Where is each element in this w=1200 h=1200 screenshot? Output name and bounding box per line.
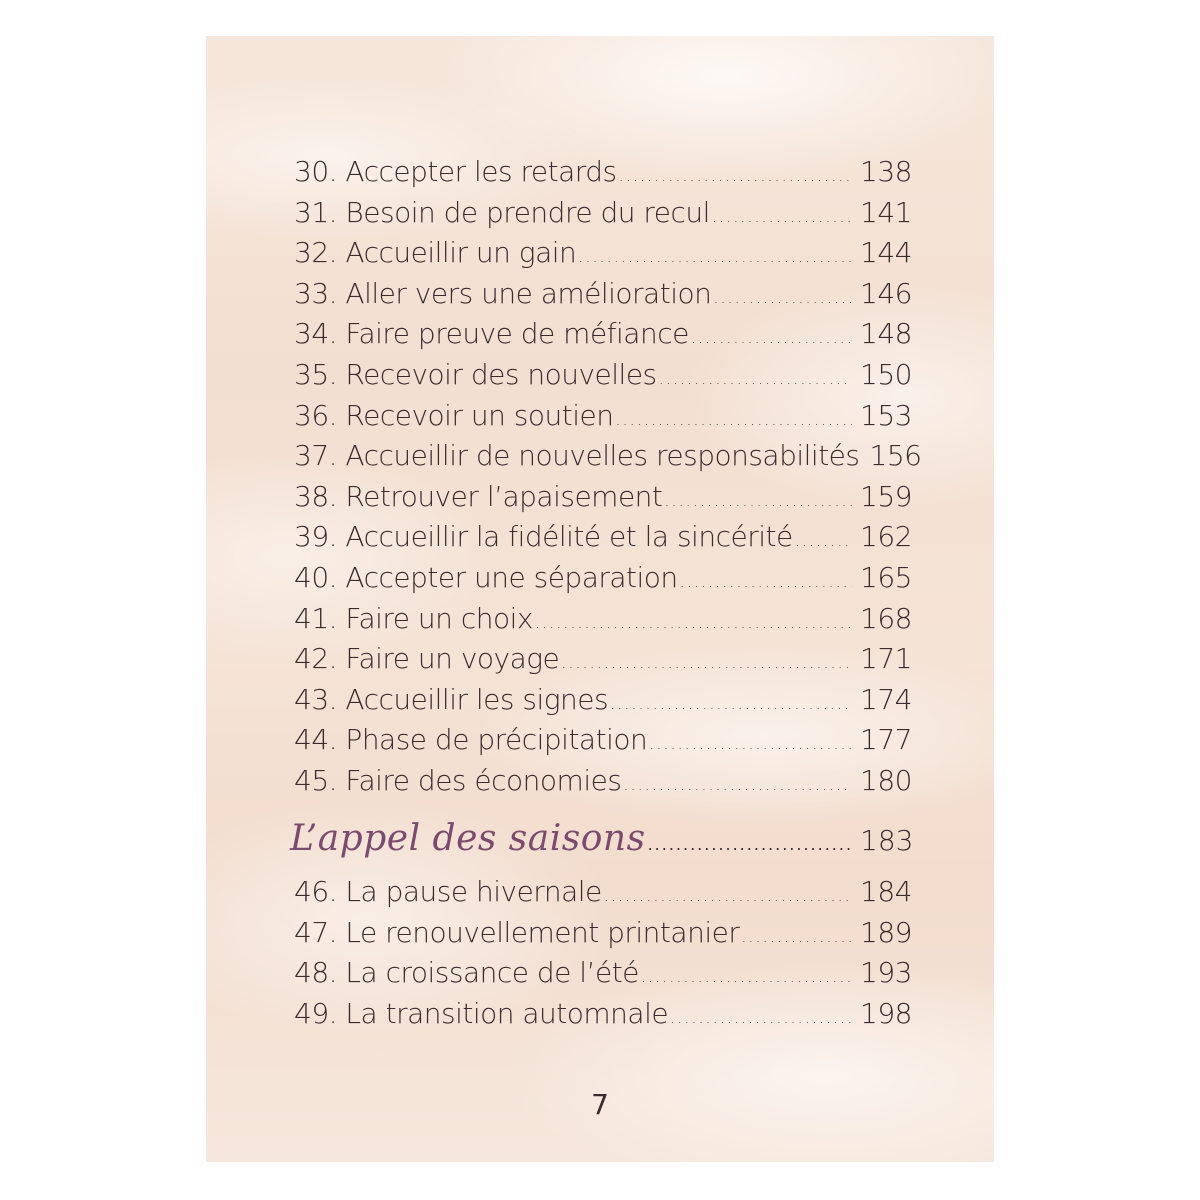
dot-leader	[713, 290, 852, 306]
toc-entry-page: 165	[860, 560, 912, 594]
toc-entry-title: 30. Accepter les retards	[294, 155, 617, 188]
book-page	[206, 36, 994, 1162]
toc-entry-page: 159	[860, 479, 912, 513]
toc-entry-title: 47. Le renouvellement printanier	[294, 915, 740, 949]
toc-entry	[294, 913, 912, 954]
toc-entry	[294, 599, 912, 640]
dot-leader	[610, 696, 852, 712]
toc-entry	[294, 355, 912, 396]
dot-leader	[615, 412, 852, 428]
toc-entry	[294, 396, 912, 437]
toc-entry-title: 35. Recevoir des nouvelles	[294, 357, 657, 391]
dot-leader	[619, 168, 852, 184]
toc-entry	[294, 953, 912, 994]
dot-leader	[712, 209, 852, 225]
toc-entry-page: 168	[860, 601, 912, 635]
section-title: L’appel des saisons	[290, 818, 646, 859]
toc-entry	[294, 994, 912, 1035]
toc-entry-title: 46. La pause hivernale	[294, 875, 602, 908]
toc-entry-title: 33. Aller vers une amélioration	[294, 276, 712, 310]
toc-entry-page: 138	[860, 155, 912, 188]
dot-leader	[648, 837, 852, 853]
toc-entry-page: 180	[860, 763, 912, 797]
dot-leader	[680, 574, 852, 590]
toc-entry-page: 148	[860, 317, 912, 351]
table-of-contents	[294, 152, 922, 802]
toc-entry-title: 36. Recevoir un soutien	[294, 398, 614, 432]
toc-entry	[294, 761, 912, 802]
toc-entry	[294, 872, 912, 913]
toc-entry-title: 41. Faire un choix	[294, 601, 533, 635]
toc-entry	[294, 680, 912, 721]
dot-leader	[795, 533, 852, 549]
toc-entry-title: 34. Faire preuve de méfiance	[294, 317, 689, 351]
toc-entry-page: 198	[860, 996, 912, 1030]
dot-leader	[741, 929, 852, 945]
dot-leader	[691, 330, 852, 346]
toc-entry	[294, 193, 912, 234]
toc-entry-title: 49. La transition automnale	[294, 996, 669, 1030]
toc-entry-page: 150	[860, 357, 912, 391]
toc-entry	[294, 436, 922, 477]
dot-leader	[641, 969, 852, 985]
toc-entry-page: 177	[860, 723, 912, 757]
toc-entry-page: 171	[860, 642, 912, 676]
section-heading	[290, 818, 914, 859]
toc-entry-page: 156	[869, 439, 922, 473]
toc-entry-page: 174	[860, 682, 912, 716]
toc-entry-title: 43. Accueillir les signes	[294, 682, 609, 716]
dot-leader	[535, 615, 852, 631]
toc-entry-title: 39. Accueillir la fidélité et la sincérité	[294, 520, 793, 554]
dot-leader	[664, 493, 852, 509]
section-table-of-contents	[294, 872, 912, 1034]
toc-entry-page: 184	[860, 875, 912, 908]
toc-entry-page: 146	[860, 276, 912, 310]
dot-leader	[561, 655, 852, 671]
toc-entry-title: 45. Faire des économies	[294, 763, 622, 797]
toc-entry-title: 37. Accueillir de nouvelles responsabilités	[294, 439, 860, 473]
toc-entry-page: 141	[860, 195, 912, 229]
toc-entry-title: 31. Besoin de prendre du recul	[294, 195, 710, 229]
toc-entry-title: 40. Accepter une séparation	[294, 560, 678, 594]
toc-entry-page: 193	[860, 956, 912, 990]
toc-entry-page: 162	[860, 520, 912, 554]
toc-entry-page: 144	[860, 236, 912, 270]
dot-leader	[578, 249, 852, 265]
toc-entry-title: 42. Faire un voyage	[294, 642, 560, 676]
toc-entry	[294, 639, 912, 680]
toc-entry	[294, 233, 912, 274]
toc-entry	[294, 274, 912, 315]
toc-entry	[294, 314, 912, 355]
dot-leader	[659, 371, 852, 387]
dot-leader	[670, 1010, 852, 1026]
toc-entry-title: 48. La croissance de l’été	[294, 956, 639, 990]
toc-entry-title: 32. Accueillir un gain	[294, 236, 577, 270]
toc-entry	[294, 720, 912, 761]
dot-leader	[604, 888, 852, 904]
toc-entry	[294, 477, 912, 518]
dot-leader	[623, 777, 852, 793]
page-number: 7	[591, 1088, 609, 1121]
toc-entry-title: 38. Retrouver l’apaisement	[294, 479, 663, 513]
section-page: 183	[860, 824, 914, 857]
toc-entry-page: 189	[860, 915, 912, 949]
toc-entry	[294, 517, 912, 558]
dot-leader	[649, 736, 852, 752]
toc-entry-page: 153	[860, 398, 912, 432]
toc-entry-title: 44. Phase de précipitation	[294, 723, 648, 757]
toc-entry	[294, 558, 912, 599]
toc-entry	[294, 152, 912, 193]
